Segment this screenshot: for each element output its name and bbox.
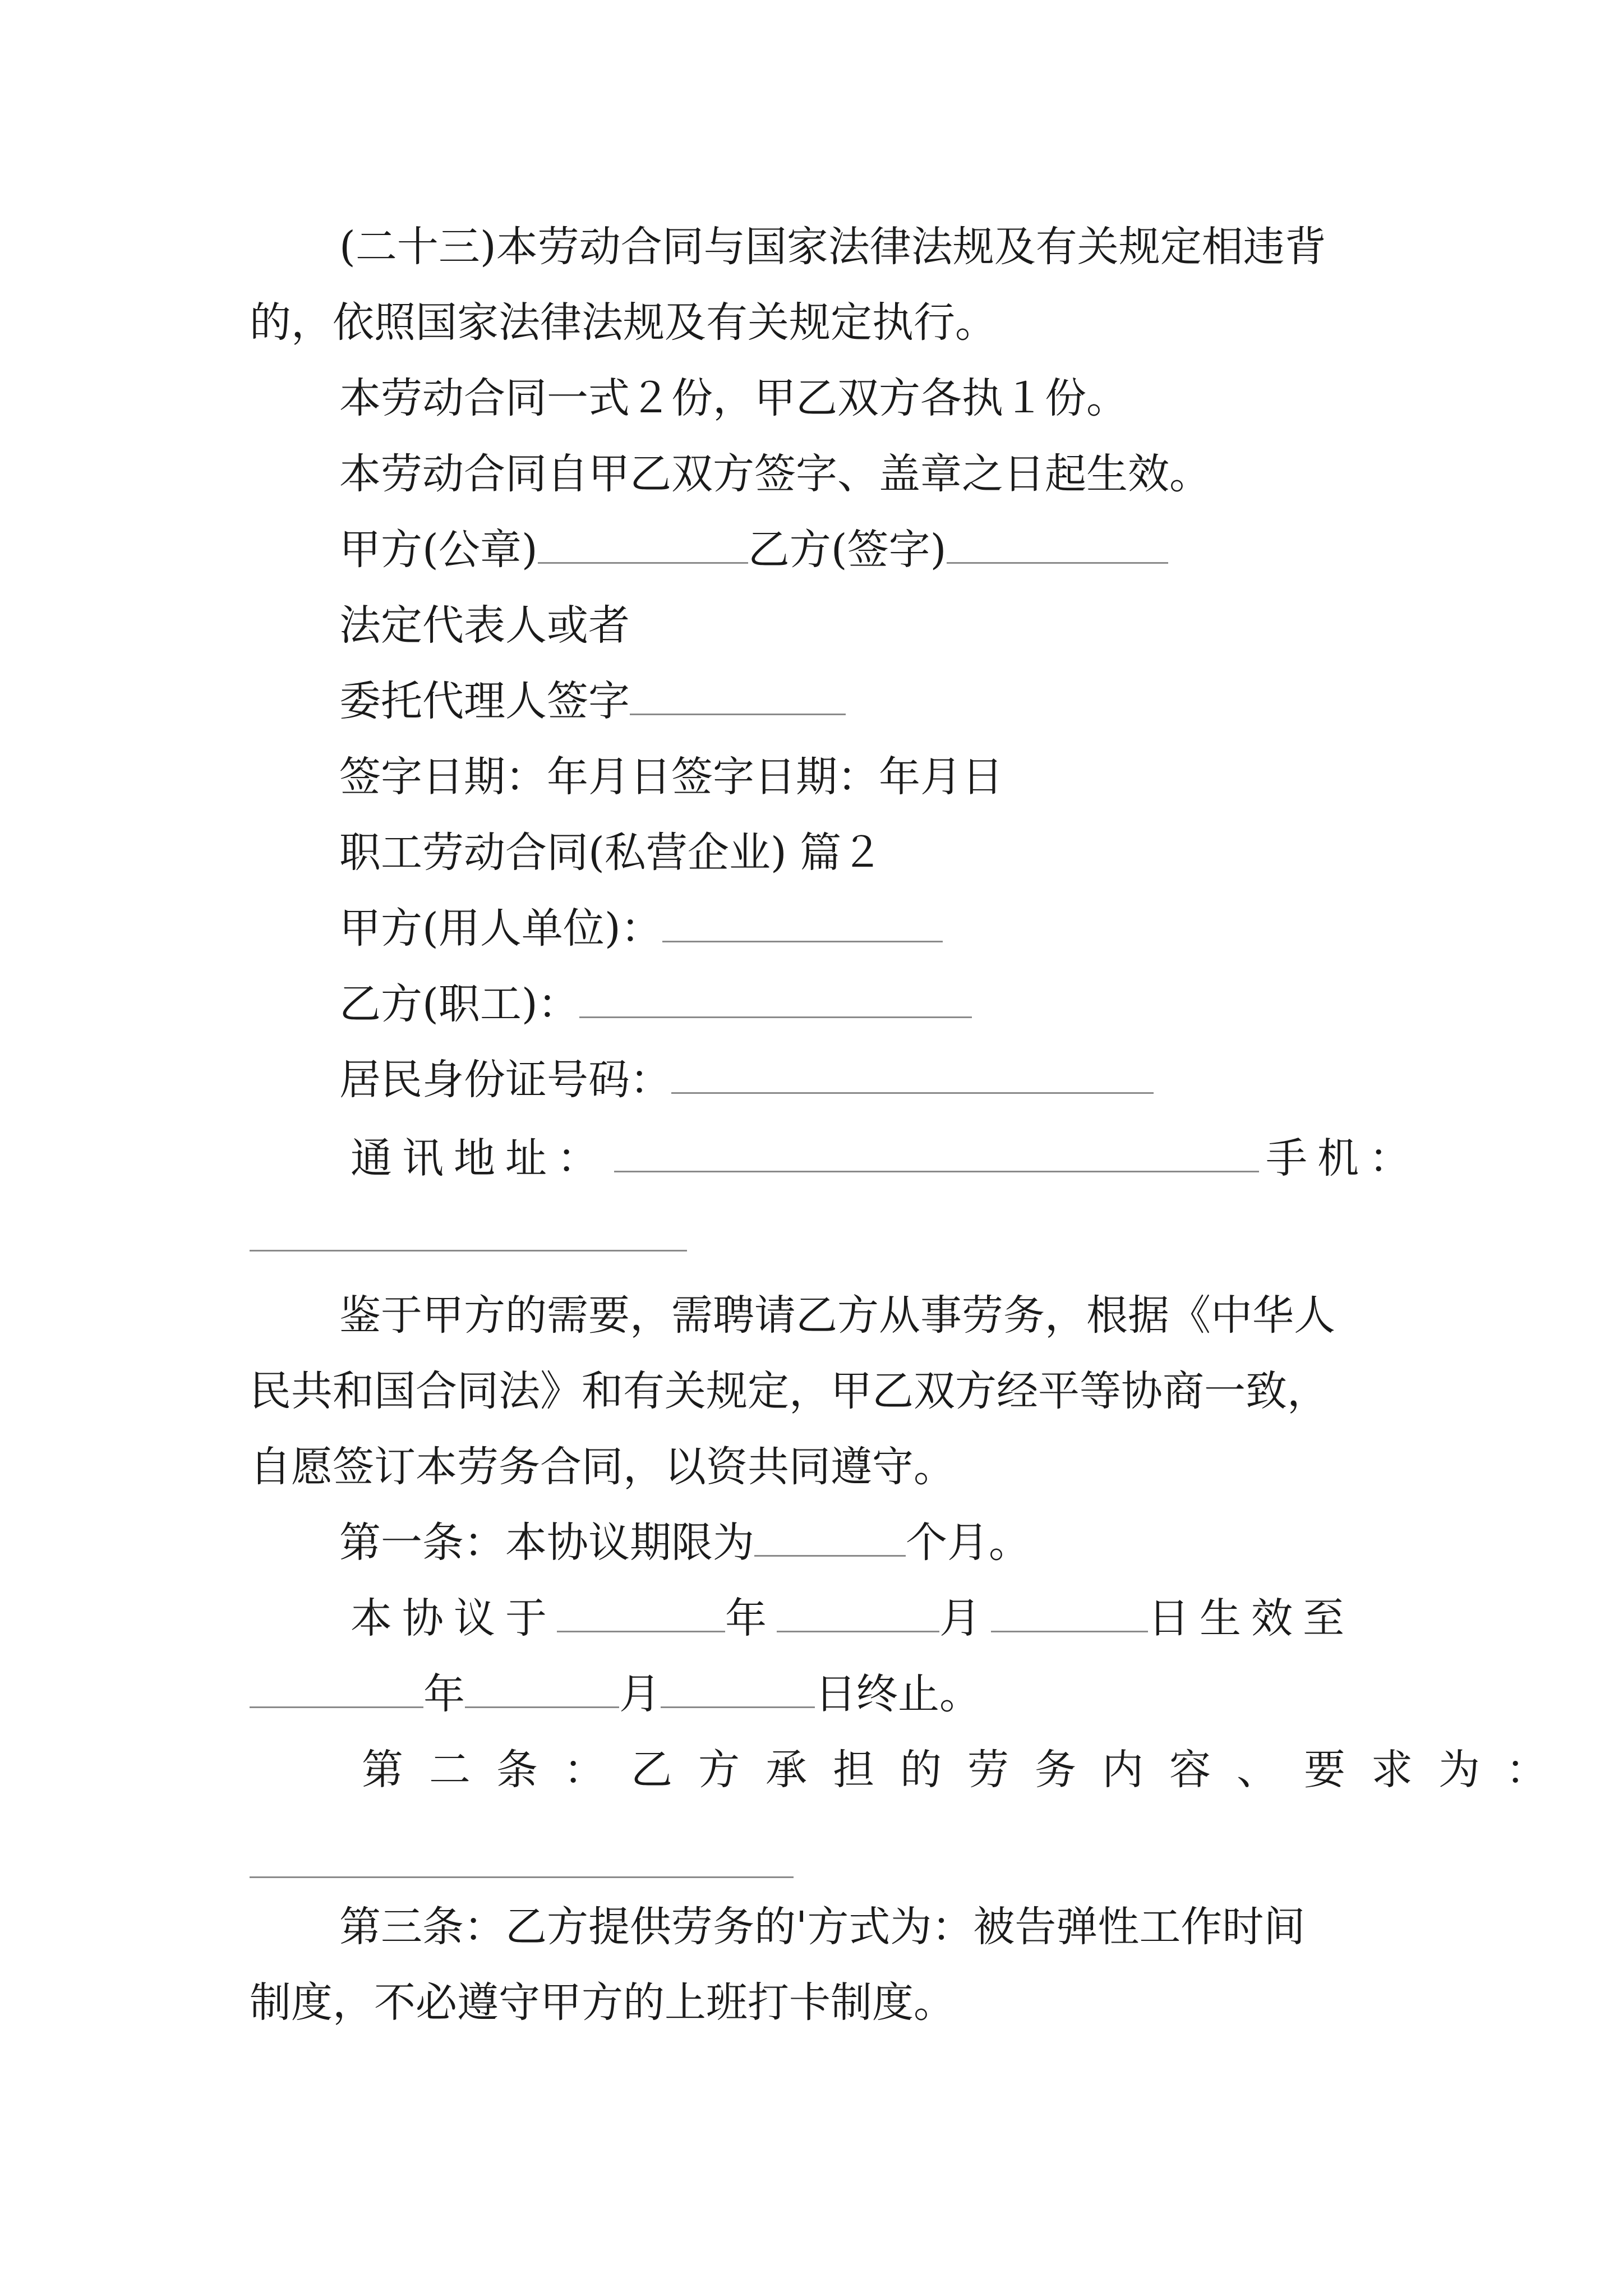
term-months-blank[interactable] [754, 1521, 906, 1557]
start-label: 本协议于 [351, 1594, 557, 1642]
agent-sign-blank[interactable] [630, 680, 846, 715]
signature-party-line [339, 524, 1168, 575]
clause-23-line-2: 的，依照国家法律法规及有关规定执行。 [250, 298, 997, 347]
copies-line: 本劳动合同一式２份，甲乙双方各执１份。 [339, 374, 1128, 422]
article-2-line: 第二条：乙方承担的劳务内容、要求为： [362, 1746, 1573, 1794]
article-1-end-line [250, 1669, 981, 1719]
article-3-line-1: 第三条：乙方提供劳务的'方式为：被告弹性工作时间 [339, 1903, 1306, 1951]
end-day-blank[interactable] [661, 1673, 815, 1708]
employer-label: 甲方(用人单位)： [339, 904, 662, 953]
employer-blank[interactable] [662, 907, 943, 942]
article-2-blank[interactable] [250, 1876, 794, 1878]
id-number-label: 居民身份证号码： [339, 1056, 671, 1104]
mobile-blank[interactable] [250, 1250, 687, 1251]
party-a-seal-label: 甲方(公章) [339, 526, 538, 574]
mobile-label: 手机： [1266, 1134, 1421, 1182]
start-year-blank[interactable] [557, 1597, 725, 1632]
start-month-unit: 月 [939, 1594, 991, 1642]
employee-blank[interactable] [579, 983, 972, 1018]
address-blank[interactable] [614, 1137, 1259, 1172]
start-day-unit: 日生效至 [1148, 1594, 1354, 1642]
id-number-blank[interactable] [671, 1059, 1154, 1094]
months-unit: 个月。 [906, 1519, 1030, 1567]
agent-sign-label: 委托代理人签字 [339, 677, 630, 725]
intro-line-2: 民共和国合同法》和有关规定，甲乙双方经平等协商一致， [250, 1367, 1329, 1415]
employee-label: 乙方(职工)： [339, 980, 579, 1028]
start-month-blank[interactable] [777, 1597, 939, 1632]
article-3-line-2: 制度，不必遵守甲方的上班打卡制度。 [250, 1978, 955, 2027]
end-month-blank[interactable] [465, 1673, 619, 1708]
sign-dates-line: 签字日期：年月日签字日期：年月日 [339, 753, 1003, 801]
address-line [351, 1133, 1421, 1184]
article-1-start-line [351, 1593, 1354, 1644]
section-title: 职工劳动合同(私营企业) 篇２ [339, 829, 883, 877]
id-number-line [339, 1055, 1154, 1105]
intro-line-1: 鉴于甲方的需要，需聘请乙方从事劳务，根据《中华人 [339, 1291, 1335, 1340]
start-day-blank[interactable] [991, 1597, 1148, 1632]
end-year-unit: 年 [423, 1670, 465, 1718]
party-b-sign-label: 乙方(签字) [748, 526, 947, 574]
clause-23-line-1: (二十三)本劳动合同与国家法律法规及有关规定相违背 [339, 223, 1326, 271]
employer-line [339, 903, 943, 954]
address-label: 通讯地址： [351, 1134, 608, 1182]
end-year-blank[interactable] [250, 1673, 423, 1708]
start-year-unit: 年 [725, 1594, 777, 1642]
intro-line-3: 自愿签订本劳务合同，以资共同遵守。 [250, 1443, 955, 1491]
employee-line [339, 979, 972, 1029]
article-1-term-line [339, 1517, 1030, 1568]
agent-sign-line [339, 676, 846, 726]
party-a-seal-blank[interactable] [538, 528, 748, 564]
effective-line: 本劳动合同自甲乙双方签字、盖章之日起生效。 [339, 450, 1211, 498]
party-b-sign-blank[interactable] [947, 528, 1168, 564]
legal-rep-line: 法定代表人或者 [339, 601, 630, 650]
article-1-label: 第一条：本协议期限为 [339, 1519, 754, 1567]
end-month-unit: 月 [619, 1670, 661, 1718]
end-day-unit: 日终止。 [815, 1670, 981, 1718]
